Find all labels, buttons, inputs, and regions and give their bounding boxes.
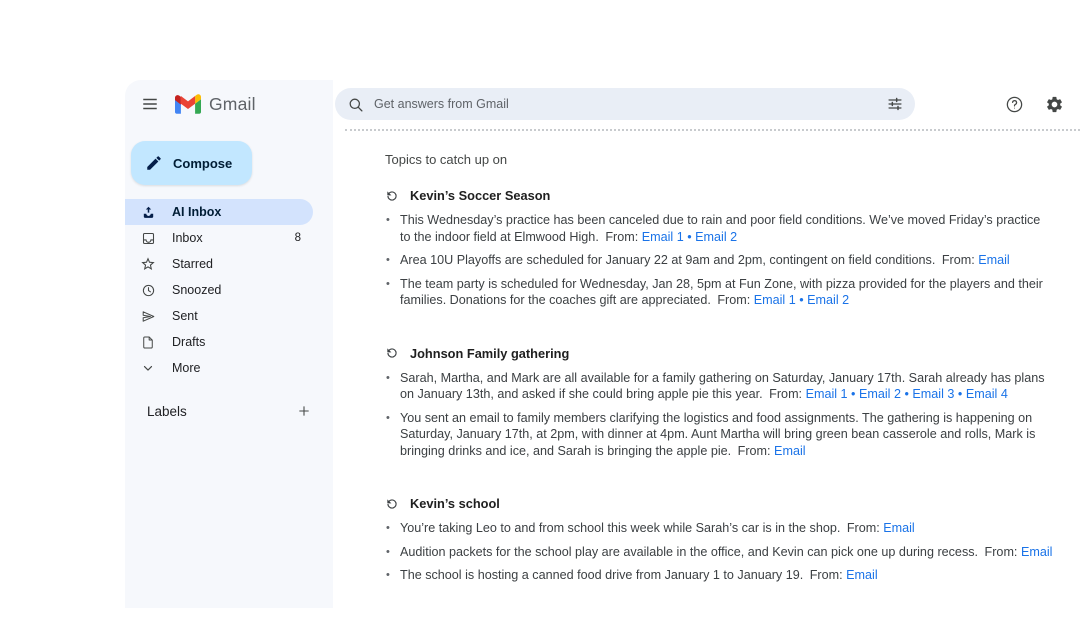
bullet-dot: • — [385, 410, 391, 460]
bullet-dot: • — [385, 212, 391, 245]
email-link[interactable]: Email 2 — [807, 293, 849, 307]
topic-section — [385, 496, 1053, 584]
sidebar-item-label: Snoozed — [172, 283, 301, 297]
email-link[interactable]: Email — [1021, 545, 1053, 559]
help-icon — [1005, 95, 1024, 114]
search-bar[interactable] — [335, 88, 915, 120]
bullet-text: This Wednesday’s practice has been canceled due to rain and poor field conditions. We’ve moved Friday’s practice to the indoor field at Elmwood High. From: Email 1 • Email 2 — [400, 212, 1053, 245]
sidebar — [125, 80, 333, 608]
refresh-icon — [385, 346, 399, 360]
from-label: From: — [985, 545, 1018, 559]
summary-bullet — [385, 567, 1053, 584]
sidebar-item-drafts[interactable] — [125, 329, 313, 355]
search-icon[interactable] — [347, 96, 364, 113]
bullet-text: Sarah, Martha, and Mark are all available for a family gathering on Saturday, January 17th. Sarah already has plans on January 13th, and asked if she could bring apple pie this year. From: Email 1 • Email 2 • Email 3 • Email 4 — [400, 370, 1053, 403]
from-label: From: — [810, 568, 843, 582]
from-label: From: — [717, 293, 750, 307]
chevron-down-icon — [140, 360, 156, 376]
email-link[interactable]: Email 1 — [642, 230, 684, 244]
compose-button[interactable] — [131, 141, 252, 185]
sidebar-items — [125, 199, 333, 381]
bullet-dot: • — [385, 544, 391, 561]
email-link[interactable]: Email 3 — [912, 387, 954, 401]
plus-icon — [296, 403, 312, 419]
topic-header — [385, 496, 1053, 511]
sidebar-item-label: Inbox — [172, 231, 295, 245]
gear-icon — [1045, 95, 1064, 114]
summary-bullet — [385, 276, 1053, 309]
email-link[interactable]: Email 4 — [966, 387, 1008, 401]
sidebar-item-inbox[interactable] — [125, 225, 313, 251]
tune-filter-icon[interactable] — [887, 96, 903, 112]
page-title: Topics to catch up on — [385, 152, 1053, 167]
star-icon — [140, 256, 156, 272]
bullet-text: The school is hosting a canned food drive from January 1 to January 19. From: Email — [400, 567, 1053, 584]
create-label-button[interactable] — [293, 400, 315, 422]
link-separator-dot: • — [954, 387, 965, 401]
email-link[interactable]: Email — [883, 521, 915, 535]
email-link[interactable]: Email — [978, 253, 1010, 267]
summary-bullet — [385, 370, 1053, 403]
labels-header: Labels — [147, 404, 187, 419]
compose-label: Compose — [173, 156, 232, 171]
summary-bullet — [385, 520, 1053, 537]
gmail-wordmark: Gmail — [209, 94, 256, 115]
bullet-text: The team party is scheduled for Wednesday, Jan 28, 5pm at Fun Zone, with pizza provided for the players and their families. Donations for the coaches gift are appreciated. From: Email 1 • Email 2 — [400, 276, 1053, 309]
ai-inbox-icon — [140, 204, 156, 220]
topic-title: Kevin’s Soccer Season — [410, 188, 550, 203]
content-top-divider — [345, 129, 1080, 131]
bullet-dot: • — [385, 520, 391, 537]
from-label: From: — [847, 521, 880, 535]
email-link[interactable]: Email 1 — [806, 387, 848, 401]
topic-section — [385, 346, 1053, 460]
sidebar-item-starred[interactable] — [125, 251, 313, 277]
topic-title: Kevin’s school — [410, 496, 500, 511]
from-label: From: — [605, 230, 638, 244]
bullet-dot: • — [385, 567, 391, 584]
support-button[interactable] — [996, 86, 1032, 122]
main-content — [385, 152, 1053, 621]
email-link[interactable]: Email 2 — [859, 387, 901, 401]
refresh-icon — [385, 497, 399, 511]
topic-section — [385, 188, 1053, 309]
topic-header — [385, 188, 1053, 203]
sidebar-item-ai-inbox[interactable] — [125, 199, 313, 225]
draft-icon — [140, 334, 156, 350]
from-label: From: — [769, 387, 802, 401]
bullet-dot: • — [385, 276, 391, 309]
link-separator-dot: • — [796, 293, 807, 307]
sidebar-item-sent[interactable] — [125, 303, 313, 329]
gmail-logo[interactable] — [175, 90, 256, 118]
labels-row — [147, 400, 315, 422]
link-separator-dot: • — [901, 387, 912, 401]
refresh-icon — [385, 189, 399, 203]
bullet-dot: • — [385, 252, 391, 269]
bullet-text: Area 10U Playoffs are scheduled for January 22 at 9am and 2pm, contingent on field conditions. From: Email — [400, 252, 1053, 269]
link-separator-dot: • — [848, 387, 859, 401]
topic-title: Johnson Family gathering — [410, 346, 569, 361]
hamburger-icon — [141, 95, 159, 113]
sidebar-item-snoozed[interactable] — [125, 277, 313, 303]
clock-icon — [140, 282, 156, 298]
summary-bullet — [385, 252, 1053, 269]
bullet-text: You’re taking Leo to and from school this week while Sarah’s car is in the shop. From: Email — [400, 520, 1053, 537]
summary-bullet — [385, 410, 1053, 460]
from-label: From: — [738, 444, 771, 458]
email-link[interactable]: Email — [846, 568, 878, 582]
sidebar-item-label: Drafts — [172, 335, 301, 349]
email-link[interactable]: Email 2 — [695, 230, 737, 244]
main-menu-button[interactable] — [131, 85, 169, 123]
sidebar-item-label: Starred — [172, 257, 301, 271]
sidebar-item-label: AI Inbox — [172, 205, 301, 219]
pencil-icon — [145, 154, 163, 172]
email-link[interactable]: Email — [774, 444, 806, 458]
inbox-icon — [140, 230, 156, 246]
gmail-window — [125, 80, 1080, 608]
topics-list — [385, 188, 1053, 584]
email-link[interactable]: Email 1 — [754, 293, 796, 307]
send-icon — [140, 308, 156, 324]
unread-count-badge: 8 — [295, 232, 301, 244]
from-label: From: — [942, 253, 975, 267]
sidebar-item-label: More — [172, 361, 301, 375]
search-input[interactable] — [374, 97, 877, 111]
gmail-m-icon — [175, 94, 201, 114]
topic-header — [385, 346, 1053, 361]
bullet-text: You sent an email to family members clarifying the logistics and food assignments. The gathering is happening on Saturday, January 17th, at 2pm, with dinner at 4pm. Aunt Martha will bring green bean casserole and rolls, Mark is bringing drinks and ice, and Sarah is bringing the apple pie. From: Email — [400, 410, 1053, 460]
link-separator-dot: • — [684, 230, 695, 244]
settings-button[interactable] — [1036, 86, 1072, 122]
bullet-text: Audition packets for the school play are available in the office, and Kevin can pick one up during recess. From: Email — [400, 544, 1053, 561]
summary-bullet — [385, 212, 1053, 245]
bullet-dot: • — [385, 370, 391, 403]
sidebar-item-label: Sent — [172, 309, 301, 323]
summary-bullet — [385, 544, 1053, 561]
sidebar-item-more[interactable] — [125, 355, 313, 381]
